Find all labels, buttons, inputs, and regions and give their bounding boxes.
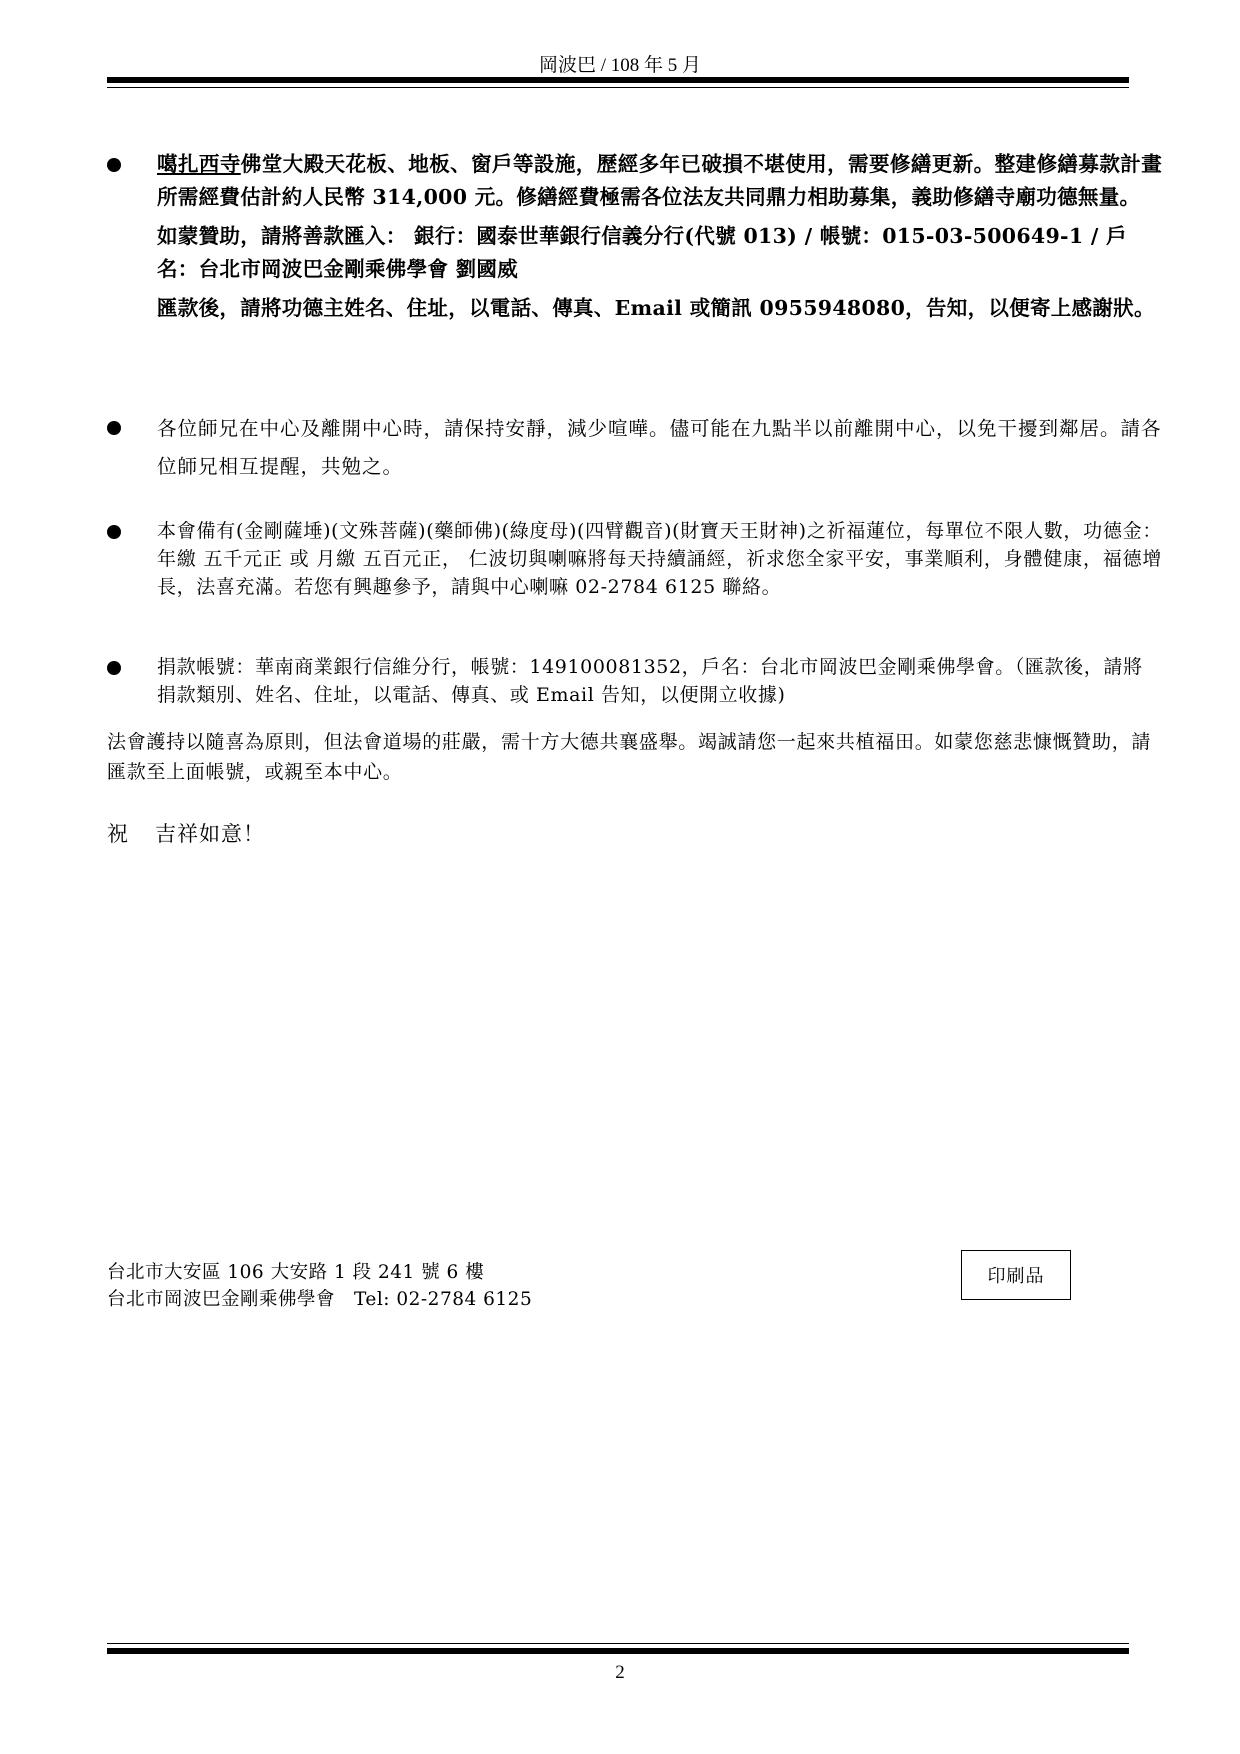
bullet-icon	[107, 421, 121, 435]
greeting-phrase: 吉祥如意！	[155, 822, 265, 846]
closing-paragraph: 法會護持以隨喜為原則，但法會道場的莊嚴，需十方大德共襄盛舉。竭誠請您一起來共植福田。如蒙您慈悲慷慨贊助，請匯款至上面帳號，或親至本中心。	[107, 731, 1152, 783]
notice-donation-account-text: 捐款帳號：華南商業銀行信維分行，帳號：149100081352，戶名：台北市岡波巴金剛乘佛學會。（匯款後，請將捐款類別、姓名、住址，以電話、傳真、或 Email 告知，以便開立收據)	[157, 656, 1143, 706]
greeting	[107, 818, 265, 848]
header-rule-thin	[107, 87, 1129, 88]
header-rule-thick	[107, 77, 1129, 83]
notice-lotus-seats-text: 本會備有(金剛薩埵)(文殊菩薩)(藥師佛)(綠度母)(四臂觀音)(財寶天王財神)之祈福蓮位，每單位不限人數，功德金：年繳 五千元正 或 月繳 五百元正， 仁波切與喇嘛將每天持續誦經，祈求您全家平安，事業順利，身體健康，福德增長，法喜充滿。若您有興趣參予，請與中心喇嘛 02-2784 6125 聯絡。	[157, 520, 1162, 598]
bullet-icon	[107, 661, 121, 675]
temple-name: 噶扎西寺	[157, 152, 241, 176]
footer-organization-tel: 台北市岡波巴金剛乘佛學會 Tel: 02-2784 6125	[107, 1289, 533, 1310]
bullet-icon	[107, 158, 121, 172]
footer-rule-thick	[107, 1648, 1129, 1654]
notice-quiet-text: 各位師兄在中心及離開中心時，請保持安靜，減少喧嘩。儘可能在九點半以前離開中心，以免干擾到鄰居。請各位師兄相互提醒，共勉之。	[157, 417, 1162, 478]
repair-details: 佛堂大殿天花板、地板、窗戶等設施，歷經多年已破損不堪使用，需要修繕更新。整建修繕募款計畫所需經費估計約人民幣 314,000 元。修繕經費極需各位法友共同鼎力相助募集，義助修繕寺廟功德無量。	[157, 152, 1162, 209]
printed-matter-label: 印刷品	[961, 1250, 1071, 1300]
footer-address: 台北市大安區 106 大安路 1 段 241 號 6 樓	[107, 1262, 485, 1283]
repair-bank-info: 如蒙贊助，請將善款匯入： 銀行：國泰世華銀行信義分行(代號 013) / 帳號：015-03-500649-1 / 戶名：台北市岡波巴金剛乘佛學會 劉國威	[157, 224, 1127, 281]
footer-rule-thin	[107, 1643, 1129, 1644]
bullet-icon	[107, 525, 121, 539]
repair-after-remit: 匯款後，請將功德主姓名、住址，以電話、傳真、Email 或簡訊 0955948080，告知，以便寄上感謝狀。	[157, 296, 1155, 320]
repair-description	[157, 148, 1162, 214]
greeting-word: 祝	[107, 822, 129, 846]
header-title: 岡波巴 / 108 年 5 月	[538, 55, 702, 76]
notice-repair-text	[157, 148, 1162, 325]
page-number: 2	[615, 1662, 625, 1683]
